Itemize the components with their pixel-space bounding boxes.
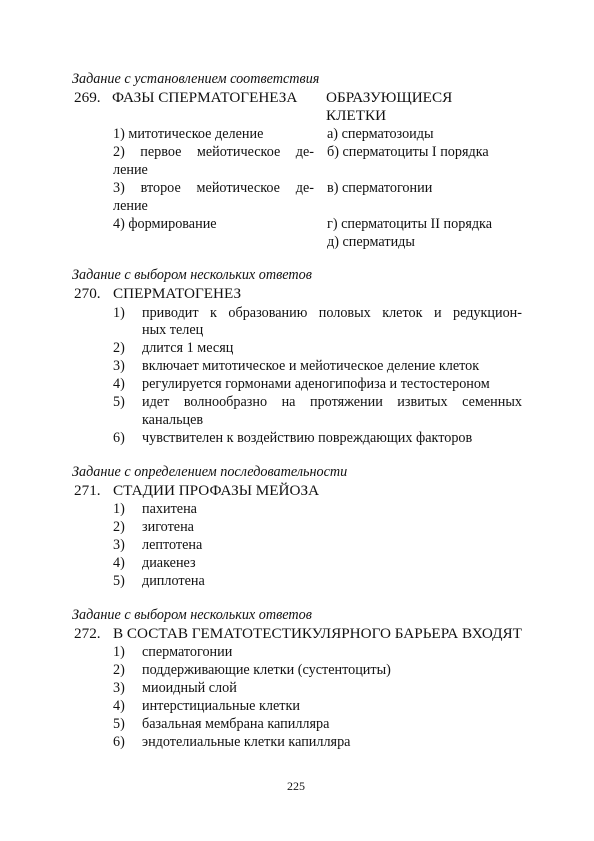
q271-item: пахитена [142, 501, 197, 517]
q270-item: ных телец [142, 322, 204, 338]
q270-item-number: 1) [113, 305, 125, 321]
q272-item: базальная мембрана капилляра [142, 716, 330, 732]
q270-item: чувствителен к воздействию повреждающих факторов [142, 430, 473, 446]
q270-item: регулируется гормонами аденогипофиза и тестостероном [142, 376, 490, 392]
q272-item: эндотелиальные клетки капилляра [142, 734, 351, 750]
q272-item: поддерживающие клетки (сустентоциты) [142, 662, 391, 678]
q271-item-number: 1) [113, 501, 125, 517]
q271-number: 271. [74, 482, 101, 499]
q269-left-item: 3) второе мейотическое де- [113, 180, 314, 196]
q271-item-number: 3) [113, 537, 125, 553]
q270-item-number: 2) [113, 340, 125, 356]
q269-left-item: 1) митотическое деление [113, 126, 264, 142]
q269-left-item: ление [113, 162, 148, 178]
q270-item: идет волнообразно на протяжении извитых семенных [142, 394, 522, 410]
q270-item-number: 6) [113, 430, 125, 446]
q271-item: зиготена [142, 519, 194, 535]
q271-item-number: 4) [113, 555, 125, 571]
q272-item: сперматогонии [142, 644, 233, 660]
q271-item-number: 5) [113, 573, 125, 589]
q272-item-number: 1) [113, 644, 125, 660]
q269-task-type: Задание с установлением соответствия [72, 71, 320, 87]
q269-right-item: г) сперматоциты II порядка [327, 216, 493, 232]
q269-right-header-line2: КЛЕТКИ [326, 107, 387, 124]
q270-item: длится 1 месяц [142, 340, 234, 356]
page-number: 225 [287, 779, 305, 793]
q272-title: В СОСТАВ ГЕМАТОТЕСТИКУЛЯРНОГО БАРЬЕРА ВХОДЯТ [113, 625, 522, 642]
q270-item: приводит к образованию половых клеток и редукцион- [142, 305, 522, 321]
q270-title: СПЕРМАТОГЕНЕЗ [113, 285, 242, 302]
q272-task-type: Задание с выбором нескольких ответов [72, 607, 312, 623]
q272-item-number: 3) [113, 680, 125, 696]
q269-number: 269. [74, 89, 101, 106]
q272-item-number: 6) [113, 734, 125, 750]
q269-right-item: а) сперматозоиды [327, 126, 434, 142]
q272-item-number: 4) [113, 698, 125, 714]
q271-item: диакенез [142, 555, 196, 571]
q270-item-number: 4) [113, 376, 125, 392]
q272-number: 272. [74, 625, 101, 642]
q272-item: интерстициальные клетки [142, 698, 300, 714]
q271-title: СТАДИИ ПРОФАЗЫ МЕЙОЗА [113, 482, 320, 499]
q272-item-number: 5) [113, 716, 125, 732]
q269-right-item: д) сперматиды [327, 234, 415, 250]
q270-item-number: 5) [113, 394, 125, 410]
q270-item: включает митотическое и мейотическое деление клеток [142, 358, 480, 374]
q271-item: лептотена [142, 537, 203, 553]
q272-item-number: 2) [113, 662, 125, 678]
q271-item: диплотена [142, 573, 205, 589]
q270-item: канальцев [142, 412, 204, 428]
q270-task-type: Задание с выбором нескольких ответов [72, 267, 312, 283]
q270-item-number: 3) [113, 358, 125, 374]
q270-number: 270. [74, 285, 101, 302]
q271-task-type: Задание с определением последовательности [72, 464, 348, 480]
q269-left-item: 4) формирование [113, 216, 217, 232]
q269-right-item: в) сперматогонии [327, 180, 433, 196]
q272-item: миоидный слой [142, 680, 237, 696]
q269-left-item: 2) первое мейотическое де- [113, 144, 314, 160]
q271-item-number: 2) [113, 519, 125, 535]
q269-left-item: ление [113, 198, 148, 214]
q269-left-header: ФАЗЫ СПЕРМАТОГЕНЕЗА [112, 89, 298, 106]
q269-right-item: б) сперматоциты I порядка [327, 144, 489, 160]
q269-right-header-line1: ОБРАЗУЮЩИЕСЯ [326, 89, 453, 106]
